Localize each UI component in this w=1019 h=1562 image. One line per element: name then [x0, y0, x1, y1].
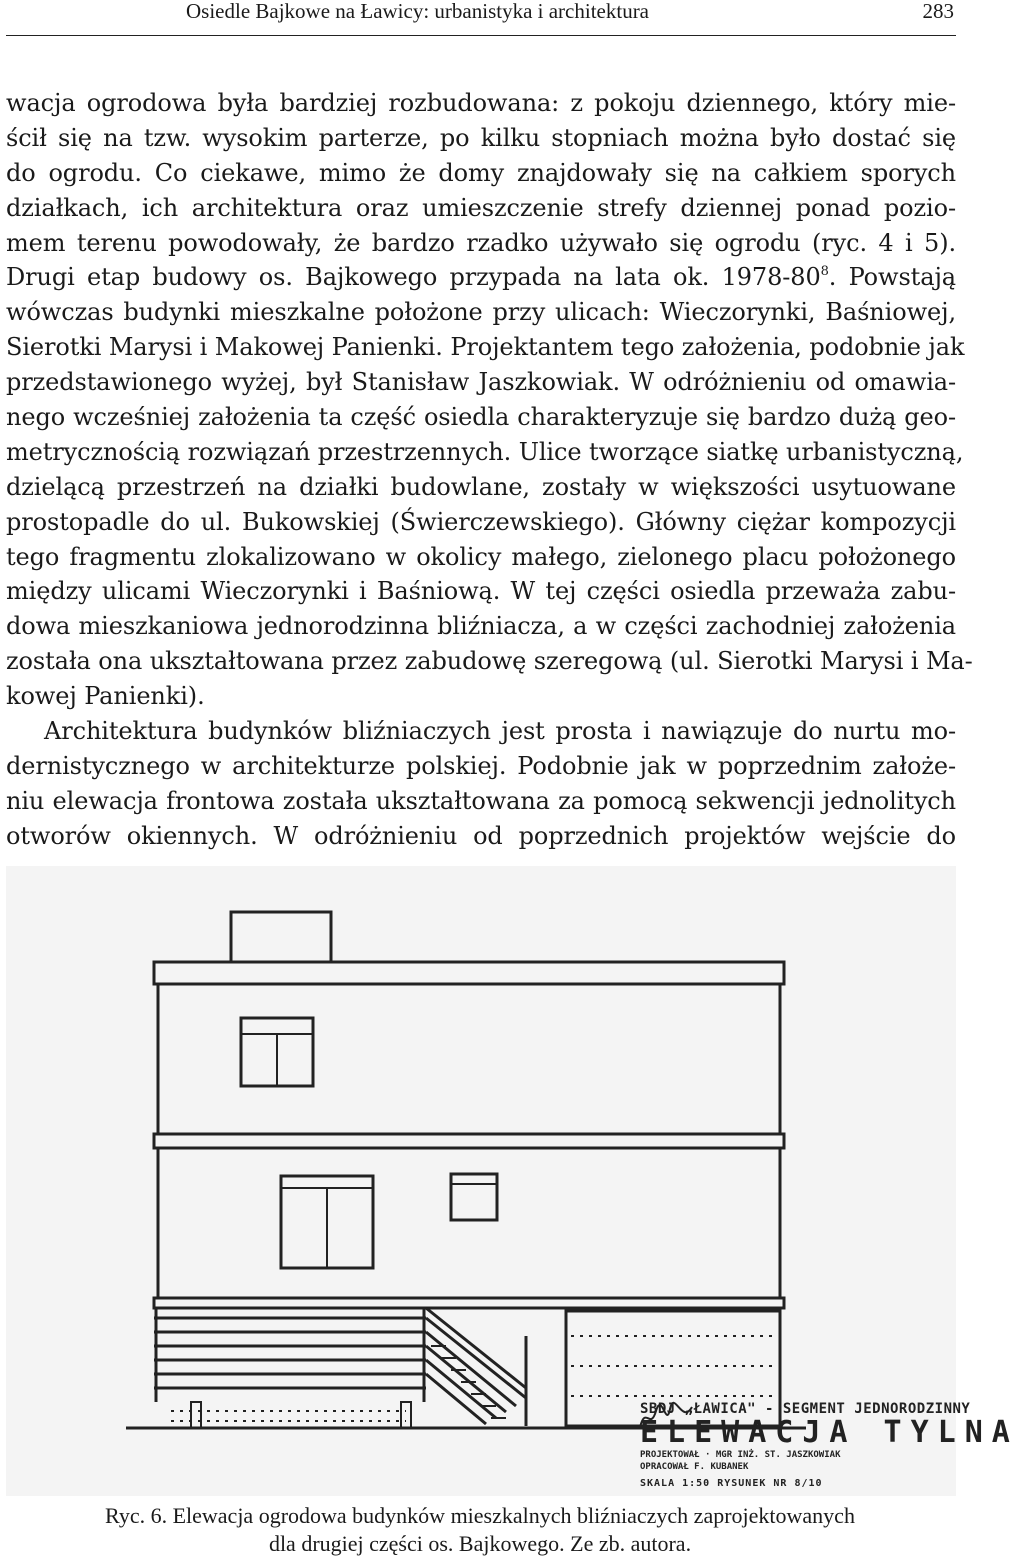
- header-rule: [6, 35, 956, 36]
- text-line: między ulicami Wieczorynki i Baśniową. W tej części osiedla przeważa zabu-: [6, 577, 956, 606]
- text-line: wówczas budynki mieszkalne położone przy ulicach: Wieczorynki, Baśniowej,: [6, 298, 956, 327]
- caption-line: Ryc. 6. Elewacja ogrodowa budynków mieszkalnych bliźniaczych zaprojektowanych: [105, 1503, 855, 1528]
- text-line: dowa mieszkaniowa jednorodzinna bliźniacza, a w części zachodniej założenia: [6, 612, 956, 641]
- stair-steps: [431, 1346, 506, 1418]
- text-line: ścił się na tzw. wysokim parterze, po kilku stopniach można było dostać się: [6, 123, 956, 152]
- basement-pier: [191, 1402, 201, 1428]
- caption-line: dla drugiej części os. Bajkowego. Ze zb. autora.: [268, 1531, 692, 1556]
- text-line: przedstawionego wyżej, był Stanisław Jaszkowiak. W odróżnieniu od omawia-: [6, 368, 956, 397]
- text-line: Sierotki Marysi i Makowej Panienki. Projektantem tego założenia, podobnie jak: [6, 333, 965, 362]
- stair-railing: [426, 1308, 566, 1426]
- text-line: do ogrodu. Co ciekawe, mimo że domy znajdowały się na całkiem sporych: [6, 158, 956, 187]
- upper-floor-wall: [158, 984, 780, 1134]
- running-title: Osiedle Bajkowe na Ławicy: urbanistyka i architektura: [186, 0, 650, 23]
- stamp-designer-line: PROJEKTOWAŁ · MGR INŻ. ST. JASZKOWIAK: [640, 1450, 841, 1460]
- roof-slab: [154, 962, 784, 984]
- text-line: prostopadle do ul. Bukowskiej (Świerczewskiego). Główny ciężar kompozycji: [6, 507, 956, 536]
- floor-slab: [154, 1134, 784, 1148]
- small-window: [451, 1174, 497, 1220]
- page-number: 283: [922, 0, 954, 23]
- stamp-scale-line: SKALA 1:50 RYSUNEK NR 8/10: [640, 1478, 823, 1489]
- text-line: Architektura budynków bliźniaczych jest prosta i nawiązuje do nurtu mo-: [44, 717, 956, 746]
- stamp-title: ELEWACJA TYLNA: [640, 1415, 1019, 1450]
- stamp-drafter-line: OPRACOWAŁ F. KUBANEK: [640, 1462, 749, 1472]
- text-line: dzielącą przestrzeń na działki budowlane, zostały w większości usytuowane: [6, 472, 956, 501]
- text-line: tego fragmentu zlokalizowano w okolicy małego, zielonego placu położonego: [6, 542, 956, 571]
- basement-pier: [401, 1402, 411, 1428]
- text-line: niu elewacja frontowa została ukształtowana za pomocą sekwencji jednolitych: [6, 786, 956, 815]
- text-segment: Drugi etap budowy os. Bajkowego przypada na lata ok. 1978-80: [6, 263, 821, 292]
- text-line: wacja ogrodowa była bardziej rozbudowana: z pokoju dziennego, który mie-: [6, 89, 956, 117]
- text-line: metrycznością rozwiązań przestrzennych. Ulice tworzące siatkę urbanistyczną,: [6, 437, 964, 466]
- roof-box: [231, 912, 331, 962]
- terrace-slab: [154, 1298, 784, 1308]
- text-segment: . Powstają: [828, 263, 956, 292]
- figure-caption: [0, 1502, 960, 1558]
- title-block-stamp: [636, 1401, 1019, 1493]
- terrace-railing: [154, 1308, 426, 1402]
- text-line: została ona ukształtowana przez zabudowę szeregową (ul. Sierotki Marysi i Ma-: [6, 647, 973, 676]
- text-line: otworów okiennych. W odróżnieniu od poprzednich projektów wejście do: [6, 821, 956, 850]
- text-line: nego wcześniej założenia ta część osiedla charakteryzuje się bardzo dużą geo-: [6, 403, 956, 432]
- footnote-ref: 8: [820, 264, 829, 280]
- figure-elevation-drawing: [6, 866, 1019, 1496]
- text-line: mem terenu powodowały, że bardzo rzadko używało się ogrodu (ryc. 4 i 5).: [6, 228, 956, 257]
- page-header: [0, 0, 960, 40]
- text-line: [6, 260, 956, 295]
- text-line: dernistycznego w architekturze polskiej. Podobnie jak w poprzednim założe-: [6, 751, 956, 780]
- text-line: kowej Panienki).: [6, 682, 205, 711]
- stamp-project-line: SBDJ „ŁAWICA" - SEGMENT JEDNORODZINNY: [640, 1401, 971, 1417]
- handwritten-signature: [636, 1401, 696, 1433]
- ground-floor-wall: [158, 1148, 780, 1298]
- body-text: [6, 86, 973, 854]
- text-line: działkach, ich architektura oraz umieszczenie strefy dziennej ponad pozio-: [6, 193, 956, 222]
